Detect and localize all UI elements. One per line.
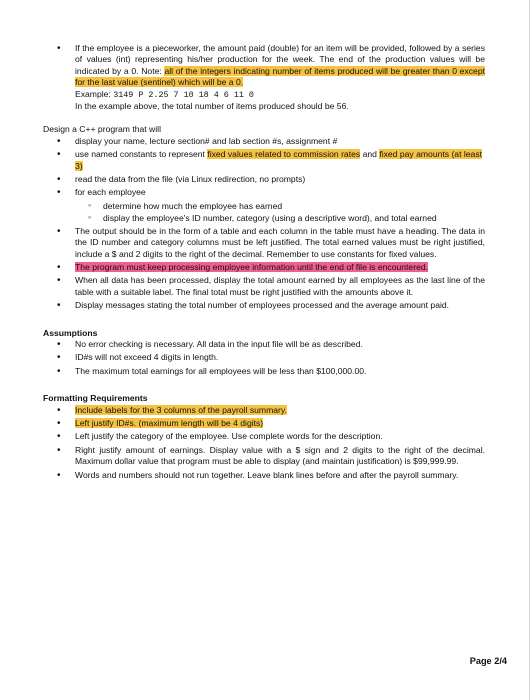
design-item-when-all: • When all data has been processed, display the total amount earned by all employees as the last line of the table with a suitable label. The final total must be right justified with the amounts above it. <box>43 275 485 298</box>
example-value: 3149 P 2.25 7 10 18 4 6 11 0 <box>113 89 254 100</box>
formatting-title: Formatting Requirements <box>43 393 148 404</box>
design-item-read-data: • read the data from the file (via Linux redirection, no prompts) <box>43 174 485 185</box>
design-item-output-table: • The output should be in the form of a table and each column in the table must have a heading. The data in the ID number and category columns must be left justified. The total earned values must be right justified, include a $ and 2 digits to the right of the decimal. Remember to use constants for fixed values. <box>43 226 485 260</box>
assumption-item: • ID#s will not exceed 4 digits in length. <box>43 352 485 363</box>
assumption-item: • No error checking is necessary. All data in the input file will be as described. <box>43 339 485 350</box>
assumption-item: • The maximum total earnings for all employees will be less than $100,000.00. <box>43 366 485 377</box>
assumptions-title: Assumptions <box>43 327 98 338</box>
formatting-item-left-ids <box>43 418 485 429</box>
design-subitem-determine: ◦ determine how much the employee has earned <box>43 201 485 212</box>
named-const-and: and <box>360 149 380 160</box>
named-const-highlight-2: fixed pay amounts (at least 3) <box>75 149 483 171</box>
design-item-display-name: • display your name, lecture section# and lab section #s, assignment # <box>43 136 485 147</box>
design-item-keep-processing <box>43 262 485 273</box>
pieceworker-bullet <box>43 43 485 112</box>
formatting-list <box>43 405 485 481</box>
named-const-highlight-1: fixed values related to commission rates <box>207 149 361 160</box>
formatting-item-left-category: • Left justify the category of the employee. Use complete words for the description. <box>43 431 485 442</box>
example-note: In the example above, the total number of items produced should be 56. <box>75 101 349 112</box>
design-item-display-messages: • Display messages stating the total number of employees processed and the average amount paid. <box>43 300 485 311</box>
keep-processing-highlight: The program must keep processing employee information until the end of file is encountered. <box>75 261 429 272</box>
design-list <box>43 136 485 312</box>
include-labels-highlight: Include labels for the 3 columns of the payroll summary. <box>75 404 287 415</box>
formatting-item-labels <box>43 405 485 416</box>
design-subitem-display: ◦ display the employee's ID number, category (using a descriptive word), and total earned <box>43 213 485 224</box>
left-ids-highlight: Left justify ID#s. (maximum length will be 4 digits) <box>75 417 264 428</box>
design-item-for-each <box>43 187 485 198</box>
document-content <box>43 43 485 483</box>
example-line <box>75 89 485 101</box>
pieceworker-list <box>43 43 485 112</box>
pieceworker-highlight: all of the integers indicating number of items produced will be greater than 0 except for the last value (sentinel) which will be a 0. <box>75 65 485 88</box>
pieceworker-text: If the employee is a pieceworker, the amount paid (double) for an item will be provided, followed by a series of values (int) representing his/her production for the week. The end of the production values will be indicated by a 0. Note: <box>75 43 485 76</box>
named-const-text: use named constants to represent <box>75 149 208 160</box>
formatting-item-right-amount: • Right justify amount of earnings. Display value with a $ sign and 2 digits to the right of the decimal. Maximum dollar value that program must be able to display (and maintain justification) is $99,999.99. <box>43 445 485 468</box>
example-label: Example: <box>75 88 114 99</box>
design-item-named-constants <box>43 149 485 172</box>
for-each-text: for each employee <box>75 187 146 198</box>
design-intro: Design a C++ program that will <box>43 124 161 135</box>
page-number: Page 2/4 <box>469 656 507 666</box>
assumptions-list <box>43 339 485 377</box>
formatting-item-words-numbers: • Words and numbers should not run together. Leave blank lines before and after the payroll summary. <box>43 470 485 481</box>
